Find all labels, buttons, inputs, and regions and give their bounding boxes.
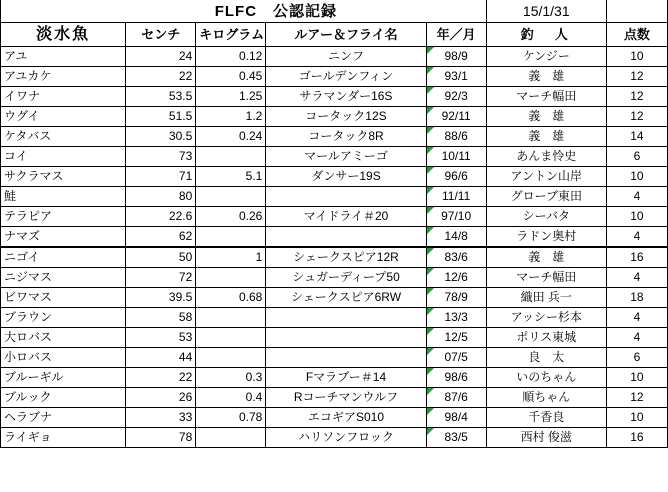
cell-angler: ラドン奥村 [486, 227, 606, 248]
table-row [1, 127, 668, 147]
cell-date: 78/9 [426, 288, 486, 308]
cell-angler: ケンジー [486, 47, 606, 67]
cell-kg [196, 268, 266, 288]
header-angler: 釣 人 [486, 23, 606, 47]
cell-cm: 73 [126, 147, 196, 167]
cell-kg [196, 348, 266, 368]
cell-angler: マーチ幅田 [486, 268, 606, 288]
cell-kg: 0.12 [196, 47, 266, 67]
cell-date: 98/9 [426, 47, 486, 67]
cell-lure: Rコーチマンウルフ [266, 388, 426, 408]
cell-lure: シュガーディープ50 [266, 268, 426, 288]
table-row [1, 187, 668, 207]
cell-lure: コータック8R [266, 127, 426, 147]
cell-angler: 順ちゃん [486, 388, 606, 408]
cell-lure: コータック12S [266, 107, 426, 127]
cell-angler: 織田 兵一 [486, 288, 606, 308]
cell-cm: 80 [126, 187, 196, 207]
cell-lure: シェークスピア6RW [266, 288, 426, 308]
cell-fish: ケタバス [1, 127, 126, 147]
cell-angler: グローブ東田 [486, 187, 606, 207]
cell-fish: 大ロバス [1, 328, 126, 348]
cell-kg: 1 [196, 247, 266, 268]
cell-cm: 62 [126, 227, 196, 248]
cell-kg: 0.78 [196, 408, 266, 428]
cell-points: 12 [606, 107, 667, 127]
cell-points: 4 [606, 308, 667, 328]
cell-fish: イワナ [1, 87, 126, 107]
cell-cm: 30.5 [126, 127, 196, 147]
cell-kg: 1.25 [196, 87, 266, 107]
cell-fish: サクラマス [1, 167, 126, 187]
title-row [1, 0, 668, 23]
cell-fish: アユ [1, 47, 126, 67]
cell-points: 10 [606, 167, 667, 187]
table-row [1, 348, 668, 368]
cell-angler: シーバタ [486, 207, 606, 227]
cell-date: 92/11 [426, 107, 486, 127]
cell-cm: 50 [126, 247, 196, 268]
document-date: 15/1/31 [486, 0, 606, 23]
cell-fish: ニゴイ [1, 247, 126, 268]
table-body [1, 0, 668, 448]
cell-kg: 0.3 [196, 368, 266, 388]
table-row [1, 428, 668, 448]
table-row [1, 67, 668, 87]
cell-angler: あんま怜史 [486, 147, 606, 167]
cell-lure [266, 308, 426, 328]
title-blank-mid [426, 0, 486, 23]
cell-lure: マールアミーゴ [266, 147, 426, 167]
cell-points: 4 [606, 328, 667, 348]
cell-date: 12/5 [426, 328, 486, 348]
cell-points: 12 [606, 67, 667, 87]
cell-fish: ビワマス [1, 288, 126, 308]
cell-cm: 22 [126, 368, 196, 388]
cell-kg: 0.45 [196, 67, 266, 87]
cell-date: 98/6 [426, 368, 486, 388]
cell-points: 12 [606, 388, 667, 408]
cell-cm: 53.5 [126, 87, 196, 107]
cell-points: 10 [606, 368, 667, 388]
cell-date: 96/6 [426, 167, 486, 187]
cell-points: 18 [606, 288, 667, 308]
cell-date: 83/5 [426, 428, 486, 448]
cell-cm: 78 [126, 428, 196, 448]
cell-lure: マイドライ＃20 [266, 207, 426, 227]
table-row [1, 207, 668, 227]
cell-points: 6 [606, 348, 667, 368]
table-row [1, 87, 668, 107]
cell-kg: 5.1 [196, 167, 266, 187]
cell-cm: 22.6 [126, 207, 196, 227]
cell-kg: 0.26 [196, 207, 266, 227]
page-title: FLFC 公認記録 [126, 0, 426, 23]
table-row [1, 247, 668, 268]
cell-cm: 39.5 [126, 288, 196, 308]
cell-lure: エコギアS010 [266, 408, 426, 428]
cell-kg: 0.24 [196, 127, 266, 147]
cell-date: 88/6 [426, 127, 486, 147]
header-fish: 淡水魚 [1, 23, 126, 47]
cell-lure: ハリソンフロック [266, 428, 426, 448]
cell-fish: ブルーギル [1, 368, 126, 388]
cell-points: 10 [606, 47, 667, 67]
cell-cm: 51.5 [126, 107, 196, 127]
cell-date: 97/10 [426, 207, 486, 227]
cell-fish: ウグイ [1, 107, 126, 127]
cell-cm: 72 [126, 268, 196, 288]
cell-fish: ブラウン [1, 308, 126, 328]
title-blank-left [1, 0, 126, 23]
cell-points: 10 [606, 408, 667, 428]
cell-cm: 24 [126, 47, 196, 67]
cell-fish: ニジマス [1, 268, 126, 288]
cell-angler: アッシー杉本 [486, 308, 606, 328]
cell-lure: シェークスピア12R [266, 247, 426, 268]
cell-fish: ナマズ [1, 227, 126, 248]
cell-fish: コイ [1, 147, 126, 167]
cell-date: 83/6 [426, 247, 486, 268]
table-row [1, 308, 668, 328]
cell-fish: ヘラブナ [1, 408, 126, 428]
cell-cm: 26 [126, 388, 196, 408]
cell-date: 92/3 [426, 87, 486, 107]
cell-kg [196, 227, 266, 248]
cell-fish: ライギョ [1, 428, 126, 448]
table-row [1, 288, 668, 308]
cell-date: 87/6 [426, 388, 486, 408]
cell-lure: ゴールデンフィン [266, 67, 426, 87]
header-cm: センチ [126, 23, 196, 47]
cell-points: 4 [606, 268, 667, 288]
cell-kg [196, 187, 266, 207]
cell-fish: テラピア [1, 207, 126, 227]
cell-angler: アントン山岸 [486, 167, 606, 187]
cell-kg [196, 147, 266, 167]
cell-lure [266, 328, 426, 348]
table-row [1, 167, 668, 187]
header-lure: ルアー＆フライ名 [266, 23, 426, 47]
cell-kg: 0.4 [196, 388, 266, 408]
cell-lure: ニンフ [266, 47, 426, 67]
header-points: 点数 [606, 23, 667, 47]
cell-angler: 西村 俊滋 [486, 428, 606, 448]
cell-angler: マーチ幅田 [486, 87, 606, 107]
cell-angler: 千香良 [486, 408, 606, 428]
cell-points: 4 [606, 187, 667, 207]
cell-date: 10/11 [426, 147, 486, 167]
cell-lure: サラマンダー16S [266, 87, 426, 107]
cell-points: 10 [606, 207, 667, 227]
cell-angler: 義 雄 [486, 107, 606, 127]
cell-points: 16 [606, 247, 667, 268]
cell-points: 4 [606, 227, 667, 248]
cell-kg [196, 328, 266, 348]
cell-fish: 鮭 [1, 187, 126, 207]
cell-fish: ブルック [1, 388, 126, 408]
cell-kg: 0.68 [196, 288, 266, 308]
cell-cm: 33 [126, 408, 196, 428]
cell-angler: ポリス東城 [486, 328, 606, 348]
cell-points: 6 [606, 147, 667, 167]
cell-kg [196, 428, 266, 448]
title-blank-right [606, 0, 667, 23]
cell-lure: Fマラブー＃14 [266, 368, 426, 388]
table-row [1, 368, 668, 388]
cell-date: 93/1 [426, 67, 486, 87]
cell-lure [266, 187, 426, 207]
table-row [1, 227, 668, 248]
cell-angler: いのちゃん [486, 368, 606, 388]
cell-angler: 義 雄 [486, 127, 606, 147]
table-row [1, 268, 668, 288]
cell-angler: 義 雄 [486, 247, 606, 268]
cell-date: 14/8 [426, 227, 486, 248]
table-row [1, 408, 668, 428]
cell-angler: 義 雄 [486, 67, 606, 87]
cell-fish: 小ロバス [1, 348, 126, 368]
header-date: 年／月 [426, 23, 486, 47]
cell-cm: 58 [126, 308, 196, 328]
cell-date: 11/11 [426, 187, 486, 207]
cell-lure: ダンサー19S [266, 167, 426, 187]
cell-date: 98/4 [426, 408, 486, 428]
cell-points: 14 [606, 127, 667, 147]
table-row [1, 147, 668, 167]
cell-lure [266, 227, 426, 248]
cell-cm: 22 [126, 67, 196, 87]
cell-cm: 71 [126, 167, 196, 187]
cell-cm: 53 [126, 328, 196, 348]
column-header-row [1, 23, 668, 47]
table-row [1, 388, 668, 408]
table-row [1, 328, 668, 348]
table-row [1, 47, 668, 67]
cell-kg: 1.2 [196, 107, 266, 127]
cell-cm: 44 [126, 348, 196, 368]
cell-points: 12 [606, 87, 667, 107]
cell-date: 12/6 [426, 268, 486, 288]
cell-lure [266, 348, 426, 368]
table-row [1, 107, 668, 127]
header-kg: キログラム [196, 23, 266, 47]
cell-kg [196, 308, 266, 328]
cell-fish: アユカケ [1, 67, 126, 87]
cell-date: 07/5 [426, 348, 486, 368]
cell-points: 16 [606, 428, 667, 448]
cell-date: 13/3 [426, 308, 486, 328]
cell-angler: 良 太 [486, 348, 606, 368]
